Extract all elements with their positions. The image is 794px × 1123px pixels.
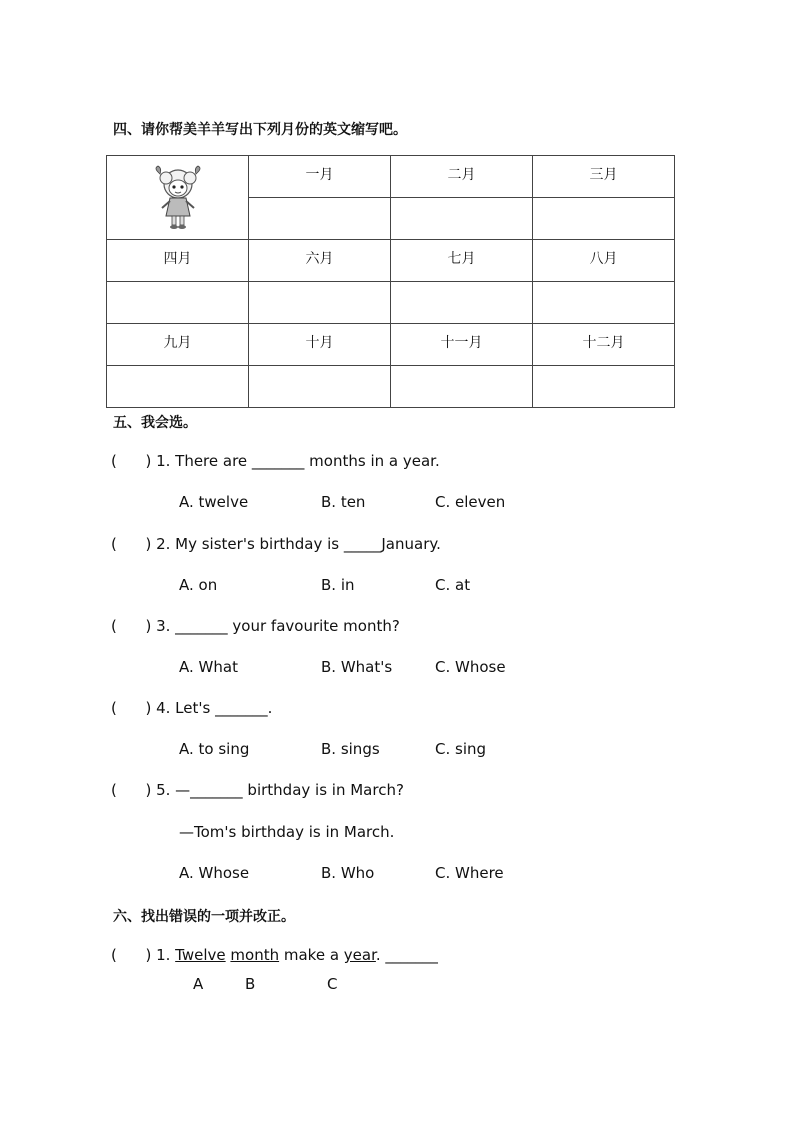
answer-cell-dec[interactable]	[533, 366, 675, 408]
answer-cell-jul[interactable]	[391, 282, 533, 324]
month-cell-aug: 八月	[533, 240, 675, 282]
error-question-1: ( ) 1. Twelve month make a year. _______	[111, 946, 438, 964]
question-5-stem: ( ) 5. —_______ birthday is in March?	[111, 781, 404, 799]
section-4-title: 四、请你帮美羊羊写出下列月份的英文缩写吧。	[113, 122, 407, 138]
q3-option-b[interactable]: B. What's	[321, 658, 393, 676]
month-cell-sep: 九月	[107, 324, 249, 366]
answer-cell-mar[interactable]	[533, 198, 675, 240]
q1-option-a[interactable]: A. twelve	[179, 493, 249, 511]
q2-option-a[interactable]: A. on	[179, 576, 218, 594]
sheep-mascot-icon	[152, 164, 204, 230]
label-b: B	[245, 975, 256, 993]
q5-option-a[interactable]: A. Whose	[179, 864, 250, 882]
answer-cell-sep[interactable]	[107, 366, 249, 408]
mascot-cell	[107, 156, 249, 240]
q4-option-c[interactable]: C. sing	[435, 740, 487, 758]
label-a: A	[193, 975, 204, 993]
q3-option-c[interactable]: C. Whose	[435, 658, 506, 676]
answer-cell-aug[interactable]	[533, 282, 675, 324]
q3-option-a[interactable]: A. What	[179, 658, 238, 676]
q4-option-a[interactable]: A. to sing	[179, 740, 250, 758]
month-cell-jun: 六月	[249, 240, 391, 282]
q1-option-b[interactable]: B. ten	[321, 493, 366, 511]
answer-cell-apr[interactable]	[107, 282, 249, 324]
q4-option-b[interactable]: B. sings	[321, 740, 380, 758]
q1-option-c[interactable]: C. eleven	[435, 493, 506, 511]
month-cell-oct: 十月	[249, 324, 391, 366]
month-cell-dec: 十二月	[533, 324, 675, 366]
month-cell-apr: 四月	[107, 240, 249, 282]
question-4-stem: ( ) 4. Let's _______.	[111, 699, 273, 717]
section-6-title: 六、找出错误的一项并改正。	[113, 909, 295, 925]
q5-option-c[interactable]: C. Where	[435, 864, 504, 882]
underlined-word-a: Twelve	[175, 946, 226, 964]
month-cell-jan: 一月	[249, 156, 391, 198]
q2-option-c[interactable]: C. at	[435, 576, 471, 594]
month-cell-nov: 十一月	[391, 324, 533, 366]
answer-cell-oct[interactable]	[249, 366, 391, 408]
answer-cell-jan[interactable]	[249, 198, 391, 240]
answer-cell-feb[interactable]	[391, 198, 533, 240]
answer-cell-nov[interactable]	[391, 366, 533, 408]
section-5-title: 五、我会选。	[113, 415, 197, 431]
month-cell-jul: 七月	[391, 240, 533, 282]
months-table	[106, 155, 675, 408]
label-c: C	[327, 975, 338, 993]
month-cell-feb: 二月	[391, 156, 533, 198]
month-cell-mar: 三月	[533, 156, 675, 198]
underlined-word-c: year	[343, 946, 376, 964]
question-3-stem: ( ) 3. _______ your favourite month?	[111, 617, 400, 635]
q5-option-b[interactable]: B. Who	[321, 864, 375, 882]
question-1-stem: ( ) 1. There are _______ months in a year.	[111, 452, 440, 470]
answer-cell-jun[interactable]	[249, 282, 391, 324]
question-2-stem: ( ) 2. My sister's birthday is _____January.	[111, 535, 441, 553]
q2-option-b[interactable]: B. in	[321, 576, 355, 594]
question-5-answer-line: —Tom's birthday is in March.	[179, 823, 395, 841]
underlined-word-b: month	[230, 946, 280, 964]
